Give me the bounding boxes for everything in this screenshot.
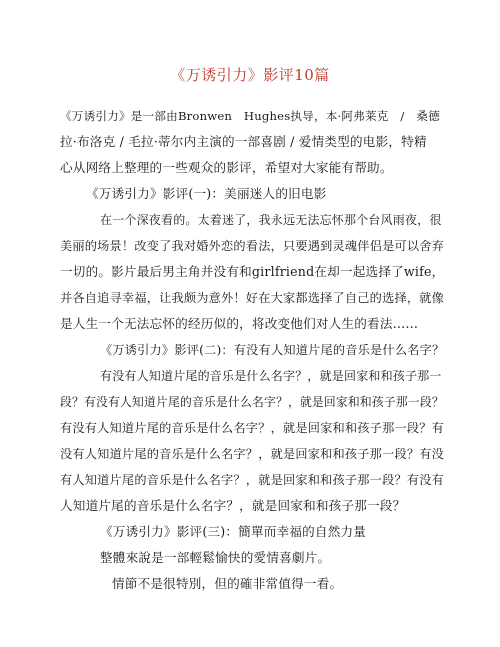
review2-heading: 《万诱引力》影评(二)：有没有人知道片尾的音乐是什么名字？ [100,343,445,357]
review1-line-2: 美丽的场景！改变了我对婚外恋的看法，只要遇到灵魂伴侣是可以舍弃 [60,239,445,253]
review1-line-4: 并各自追寻幸福，让我颇为意外！好在大家都选择了自己的选择，就像 [60,291,445,305]
intro-line-1: 《万诱引力》是一部由Bronwen Hughes执导，本·阿弗莱克 / 桑德 [60,109,440,123]
review1-line-1: 在一个深夜看的。太着迷了，我永远无法忘怀那个台风雨夜，很 [100,213,442,227]
review2-line-6: 人知道片尾的音乐是什么名字？，就是回家和和孩子那一段？ [60,498,406,513]
document-title: 《万诱引力》影评10篇 [170,66,330,84]
intro-line-3: 心从网络上整理的一些观众的影评，希望对大家能有帮助。 [60,160,393,175]
review2-line-2: 段？有没有人知道片尾的音乐是什么名字？，就是回家和和孩子那一段？ [60,395,444,409]
review2-line-3: 有没有人知道片尾的音乐是什么名字？，就是回家和和孩子那一段？有 [60,421,445,435]
intro-line-2: 拉·布洛克 / 毛拉·蒂尔内主演的一部喜剧 / 爱情类型的电影，特精 [60,134,427,149]
review3-line-2: 情節不是很特別，但的確非常值得一看。 [112,576,343,591]
review2-line-1: 有没有人知道片尾的音乐是什么名字？，就是回家和和孩子那一 [100,369,442,383]
review3-line-1: 整體來說是一部輕鬆愉快的愛情喜劇片。 [100,550,331,565]
review3-heading: 《万诱引力》影评(三)：簡單而幸福的自然力量 [100,524,367,539]
review2-line-4: 没有人知道片尾的音乐是什么名字？，就是回家和和孩子那一段？有没 [60,447,445,461]
review1-line-3: 一切的。影片最后男主角并没有和girlfriend在却一起选择了wife， [60,264,445,279]
review2-line-5: 有人知道片尾的音乐是什么名字？，就是回家和和孩子那一段？有没有 [60,473,445,487]
review1-line-5: 是人生一个无法忘怀的经历似的，将改变他们对人生的看法…… [60,316,419,331]
review1-heading: 《万诱引力》影评(一)：美丽迷人的旧电影 [86,186,327,201]
